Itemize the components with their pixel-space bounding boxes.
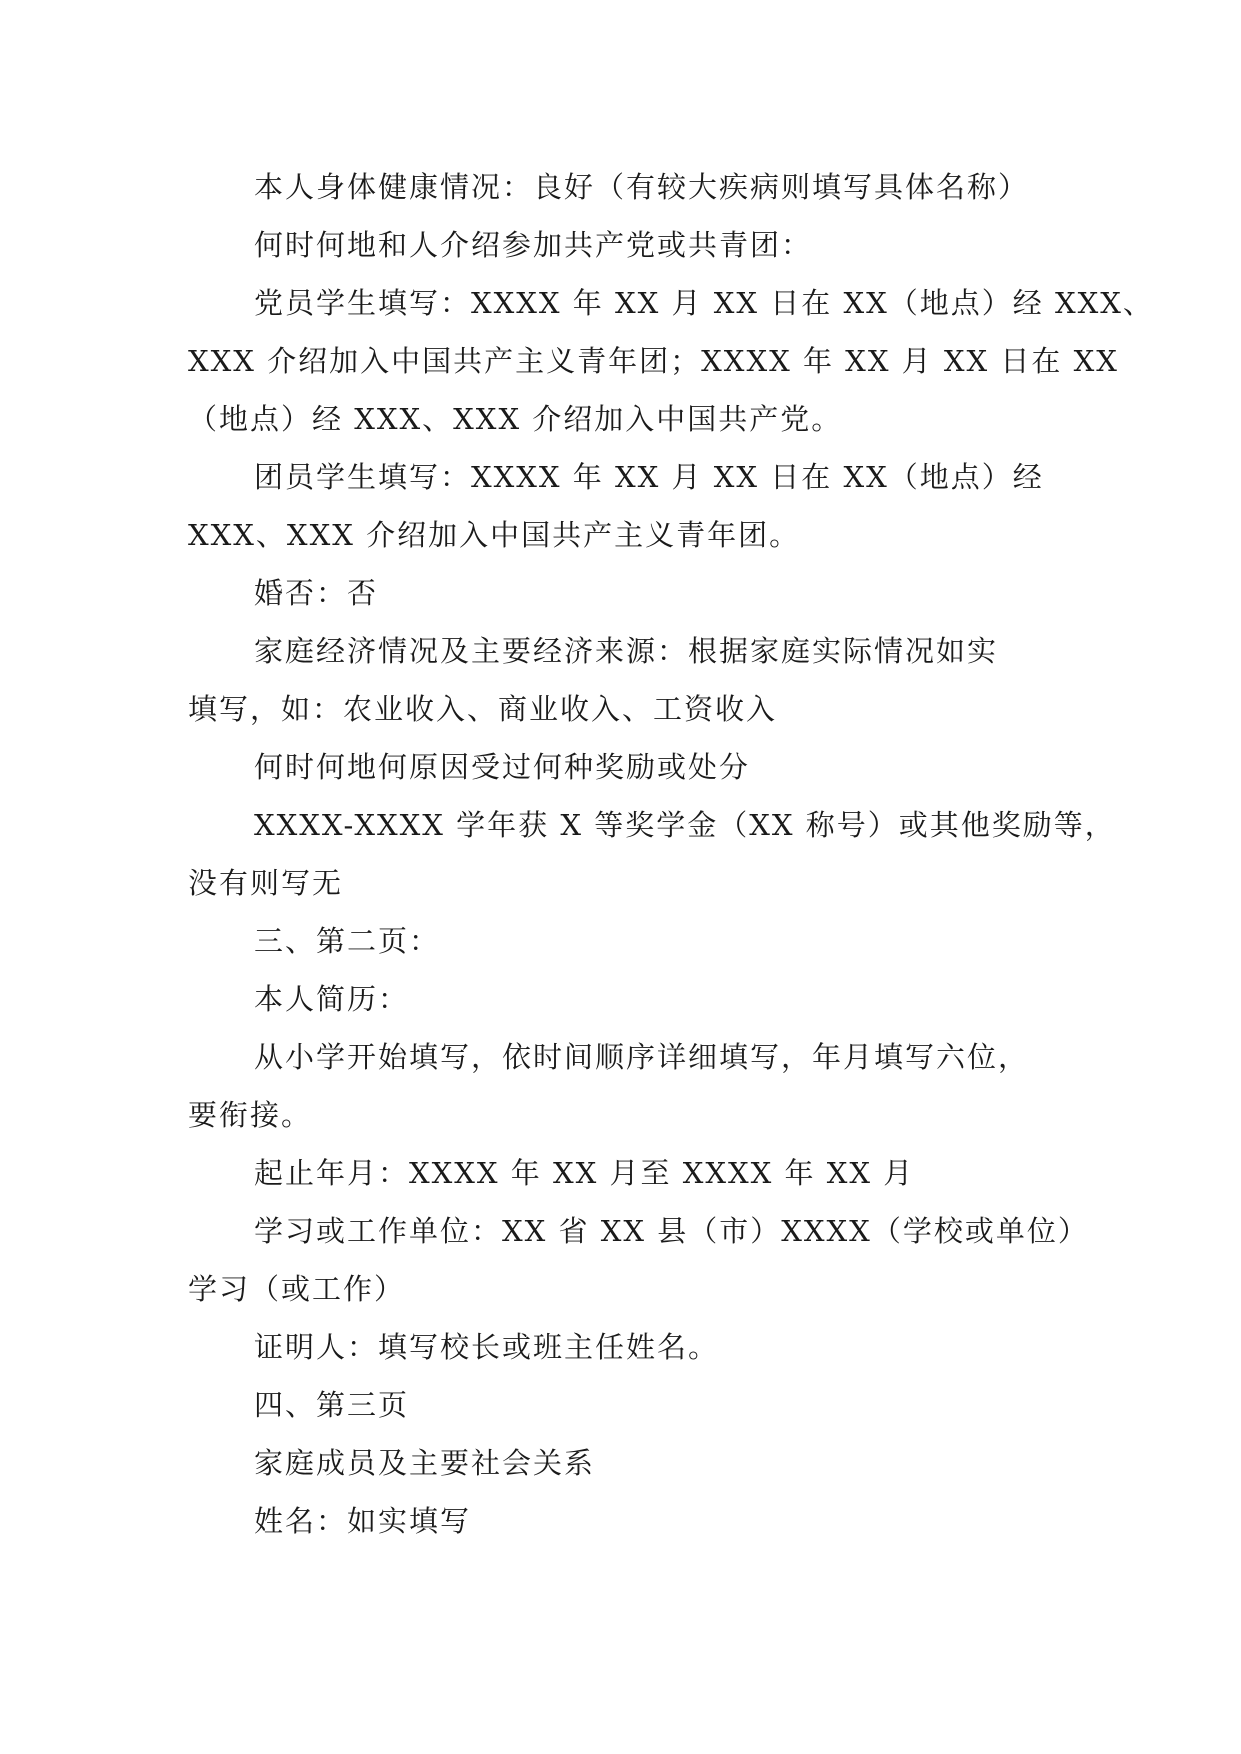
text-line-league-member-1: 团员学生填写：XXXX 年 XX 月 XX 日在 XX（地点）经 xyxy=(254,460,1044,494)
text-line-family-economy-1: 家庭经济情况及主要经济来源：根据家庭实际情况如实 xyxy=(254,634,999,668)
text-line-awards-heading: 何时何地何原因受过何种奖励或处分 xyxy=(254,750,751,784)
text-line-party-member-2: XXX 介绍加入中国共产主义青年团；XXXX 年 XX 月 XX 日在 XX xyxy=(188,344,1119,378)
text-line-party-member-3: （地点）经 XXX、XXX 介绍加入中国共产党。 xyxy=(188,402,843,436)
text-line-awards-2: 没有则写无 xyxy=(188,866,344,900)
text-line-family-members: 家庭成员及主要社会关系 xyxy=(254,1446,596,1480)
text-line-resume-1: 从小学开始填写，依时间顺序详细填写，年月填写六位， xyxy=(254,1040,1030,1074)
text-line-work-unit-2: 学习（或工作） xyxy=(188,1272,406,1306)
text-line-resume-heading: 本人简历： xyxy=(254,982,410,1016)
text-line-name: 姓名：如实填写 xyxy=(254,1504,472,1538)
text-line-date-range: 起止年月：XXXX 年 XX 月至 XXXX 年 XX 月 xyxy=(254,1156,915,1190)
text-line-join-party-heading: 何时何地和人介绍参加共产党或共青团： xyxy=(254,228,813,262)
text-line-work-unit-1: 学习或工作单位：XX 省 XX 县（市）XXXX（学校或单位） xyxy=(254,1214,1089,1248)
text-line-family-economy-2: 填写，如：农业收入、商业收入、工资收入 xyxy=(188,692,778,726)
text-line-health: 本人身体健康情况：良好（有较大疾病则填写具体名称） xyxy=(254,170,1030,204)
text-line-league-member-2: XXX、XXX 介绍加入中国共产主义青年团。 xyxy=(188,518,801,552)
text-line-party-member-1: 党员学生填写：XXXX 年 XX 月 XX 日在 XX（地点）经 XXX、 xyxy=(254,286,1154,320)
section-heading-page-two: 三、第二页： xyxy=(254,924,441,958)
section-heading-page-three: 四、第三页 xyxy=(254,1388,410,1422)
text-line-awards-1: XXXX-XXXX 学年获 X 等奖学金（XX 称号）或其他奖励等， xyxy=(254,808,1116,842)
text-line-resume-2: 要衔接。 xyxy=(188,1098,313,1132)
document-body xyxy=(188,158,1154,1550)
text-line-witness: 证明人：填写校长或班主任姓名。 xyxy=(254,1330,720,1364)
text-line-marital-status: 婚否：否 xyxy=(254,576,379,610)
